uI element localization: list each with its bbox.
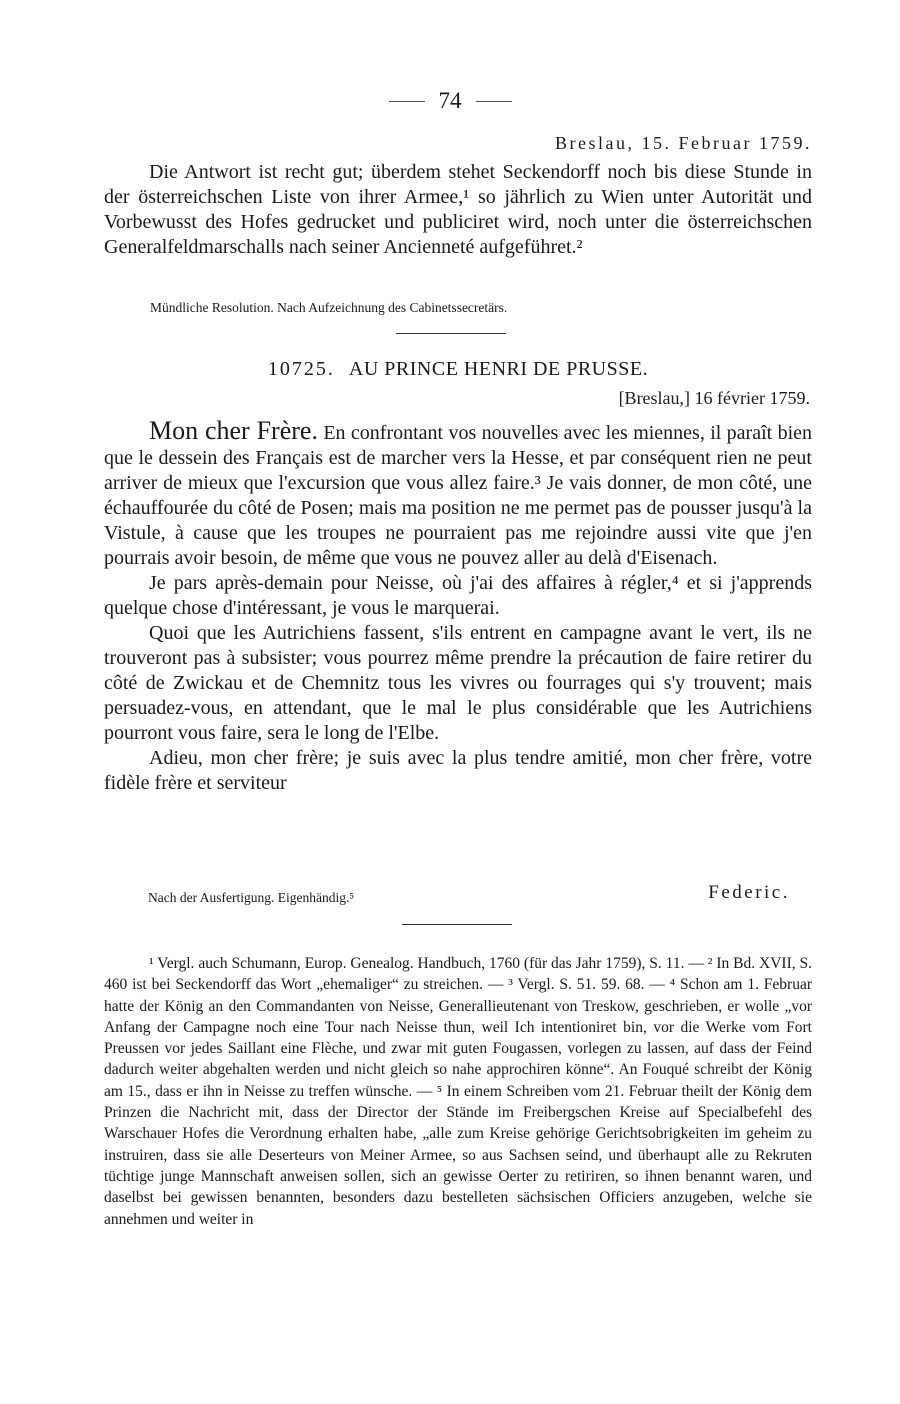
section-divider <box>396 333 506 334</box>
letter-1-body <box>104 160 812 260</box>
footnote-text: ¹ Vergl. auch Schumann, Europ. Genealog. Handbuch, 1760 (für das Jahr 1759), S. 11. — ² In Bd. XVII, S. 460 ist bei Seckendorff das Wort „ehemaliger“ zu streichen. — ³ Vergl. S. 51. 59. 68. — ⁴ Schon am 1. Februar hatte der König an den Commandanten von Neisse, Generallieutenant von Treskow, geschrieben, er wolle „vor Anfang der Campagne noch eine Tour nach Neisse thun, weil Ich intentioniret bin, vor die Werke vom Fort Preussen vor jedes Saillant eine Flèche, und zwar mit guten Fougassen, vorlegen zu lassen, auf dass der Feind dadurch weiter abgehalten werden und nicht gleich so nahe approchiren könne“. An Fouqué schreibt der König am 15., dass er ihn in Neisse zu treffen wünsche. — ⁵ In einem Schreiben vom 21. Februar theilt der König dem Prinzen die Nachricht mit, dass der Director der Stände im Freibergschen Kreise auf Specialbefehl des Warschauer Hofes die Verordnung erhalten habe, „alle zum Kreise gehörige Gerichtsobrigkeiten im geheim zu instruiren, dass sie alle Deserteurs von Meiner Armee, so aus Sachsen seind, und überhaupt alle zu Rekruten tüchtige junge Mannschaft anweisen sollen, sich an gewisse Oerter zu retiriren, so ihnen benannt waren, und daselbst bei gewissen benannten, besonders dazu bestelleten sächsischen Officiers anzugeben, welche sie annehmen und weiter in <box>104 955 812 1228</box>
letter-2-dateline: [Breslau,] 16 février 1759. <box>618 388 810 408</box>
letter-2-paragraph-1: Mon cher Frère. En confrontant vos nouvelles avec les miennes, il paraît bien que le dessein des Français est de marcher vers la Hesse, et par conséquent rien ne peut arriver de mieux que l'excursion que vous allez faire.³ Je vais donner, de mon côté, une échauffourée du côté de Posen; mais ma position ne me permet pas de pousser jusqu'à la Vistule, à cause que les troupes ne pourraient pas me rejoindre aussi vite que j'en pourrais avoir besoin, de même que vous ne pouvez aller au delà d'Eisenach. <box>104 416 813 569</box>
letter-2-paragraph-3: Quoi que les Autrichiens fassent, s'ils entrent en campagne avant le vert, ils ne trouveront pas à subsister; vous pourrez même prendre la précaution de faire retirer du côté de Zwickau et de Chemnitz tous les vivres ou fourrages qui s'y trouvent; mais persuadez-vous, en attendant, que le mal le plus considérable que les Autrichiens pourront vous faire, sera le long de l'Elbe. <box>104 622 812 744</box>
letter-1-dateline: Breslau, 15. Februar 1759. <box>555 133 812 153</box>
letter-1-paragraph: Die Antwort ist recht gut; überdem stehet Seckendorff noch bis diese Stunde in der österreichschen Liste von ihrer Armee,¹ so jährlich zu Wien unter Autorität und Vorbewusst des Hofes gedrucket und publiciret wird, noch unter die österreichschen Generalfeldmarschalls nach seiner Ancienneté aufgeführet.² <box>104 161 812 258</box>
letter-2-body <box>104 418 812 796</box>
letter-2-source-note: Nach der Ausfertigung. Eigenhändig.⁵ <box>148 890 355 905</box>
letter-1-source-note: Mündliche Resolution. Nach Aufzeichnung des Cabinetssecretärs. <box>150 300 508 315</box>
footnote-divider <box>402 924 512 925</box>
signature: Federic. <box>708 882 790 903</box>
letter-recipient: AU PRINCE HENRI DE PRUSSE. <box>348 358 649 380</box>
letter-number: 10725. <box>267 358 335 380</box>
letter-2-paragraph-2: Je pars après-demain pour Neisse, où j'ai des affaires à régler,⁴ et si j'apprends quelque chose d'intéressant, je vous le marquerai. <box>104 572 812 619</box>
letter-2-heading <box>104 357 812 381</box>
salutation: Mon cher Frère. <box>149 416 318 445</box>
letter-2-paragraph-4: Adieu, mon cher frère; je suis avec la plus tendre amitié, mon cher frère, votre fidèle frère et serviteur <box>104 747 812 794</box>
footnotes <box>104 953 812 1230</box>
page-number-dash-right <box>476 101 512 102</box>
page-header <box>0 88 900 118</box>
page-number: 74 <box>438 88 462 113</box>
page-number-dash-left <box>389 101 425 102</box>
